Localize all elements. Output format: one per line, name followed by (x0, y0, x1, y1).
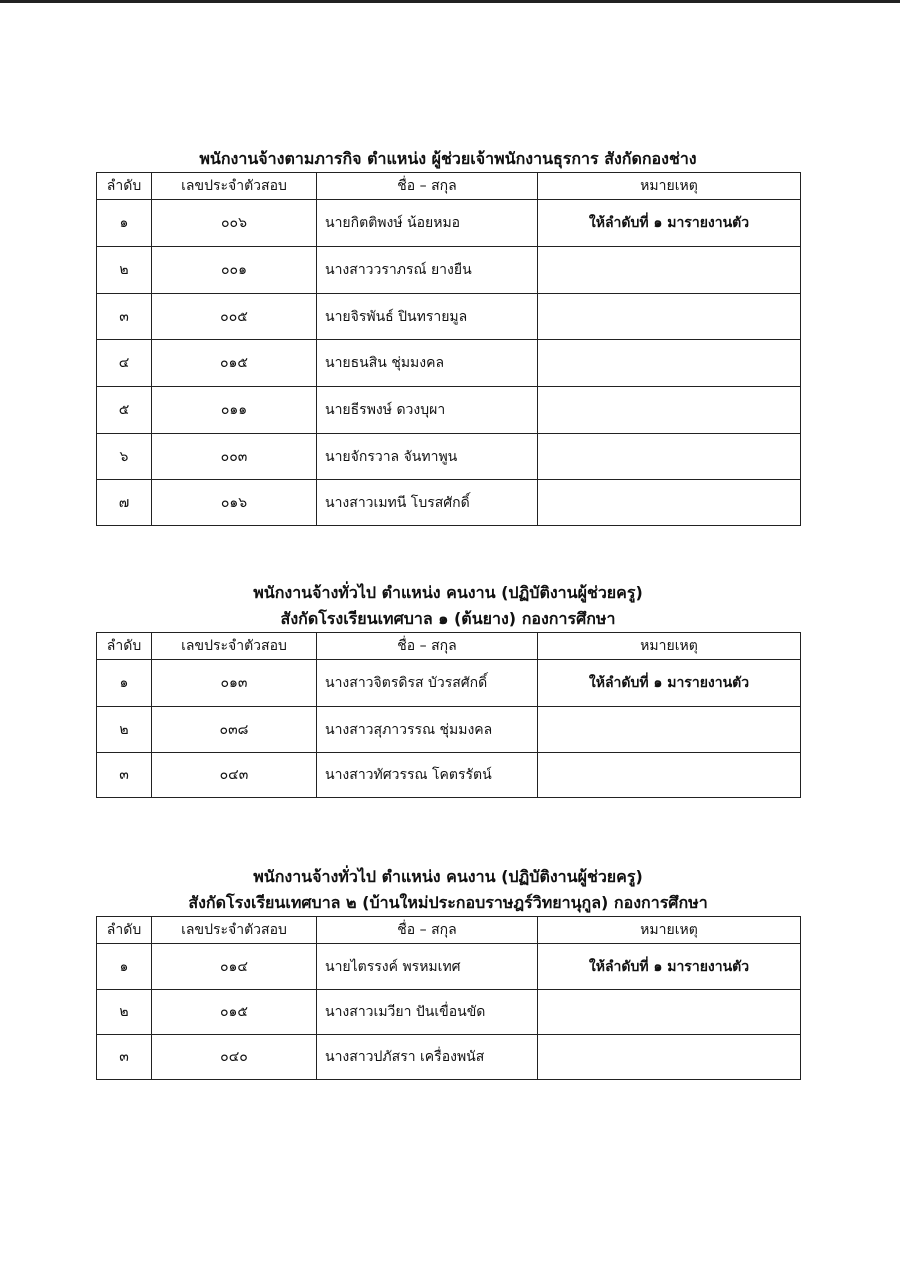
row-exam-id: ๐๑๑ (152, 387, 317, 434)
header-name: ชื่อ – สกุล (317, 633, 538, 660)
header-note: หมายเหตุ (538, 917, 801, 944)
table-row (97, 434, 801, 480)
row-exam-id: ๐๑๕ (152, 340, 317, 387)
header-exam-id: เลขประจำตัวสอบ (152, 173, 317, 200)
row-note (538, 1035, 801, 1080)
row-name: นายไตรรงค์ พรหมเทศ (317, 944, 538, 990)
header-no: ลำดับ (97, 917, 152, 944)
row-name: นายกิตติพงษ์ น้อยหมอ (317, 200, 538, 247)
row-exam-id: ๐๐๖ (152, 200, 317, 247)
row-name: นางสาวจิตรดิรส บัวรสศักดิ์ (317, 660, 538, 707)
row-no: ๒ (97, 707, 152, 753)
section-1 (96, 146, 800, 526)
section-2 (96, 580, 800, 798)
row-no: ๕ (97, 387, 152, 434)
row-exam-id: ๐๑๔ (152, 944, 317, 990)
row-no: ๑ (97, 660, 152, 707)
row-note (538, 753, 801, 798)
section-2-title-line-2: สังกัดโรงเรียนเทศบาล ๑ (ต้นยาง) กองการศึกษา (280, 609, 616, 628)
row-name: นายธีรพงษ์ ดวงบุผา (317, 387, 538, 434)
row-name: นางสาวปภัสรา เครื่องพนัส (317, 1035, 538, 1080)
table-row (97, 340, 801, 387)
row-note (538, 480, 801, 526)
header-note: หมายเหตุ (538, 173, 801, 200)
table-row (97, 944, 801, 990)
row-exam-id: ๐๐๑ (152, 247, 317, 294)
row-exam-id: ๐๓๘ (152, 707, 317, 753)
table-row (97, 200, 801, 247)
section-3-title-line-1: พนักงานจ้างทั่วไป ตำแหน่ง คนงาน (ปฏิบัติงานผู้ช่วยครู) (253, 867, 643, 886)
row-name: นางสาววราภรณ์ ยางยืน (317, 247, 538, 294)
row-note (538, 387, 801, 434)
table-row (97, 660, 801, 707)
row-no: ๗ (97, 480, 152, 526)
row-no: ๔ (97, 340, 152, 387)
top-border-line (0, 0, 900, 3)
row-no: ๒ (97, 990, 152, 1035)
table-row (97, 990, 801, 1035)
section-1-title: พนักงานจ้างตามภารกิจ ตำแหน่ง ผู้ช่วยเจ้าพนักงานธุรการ สังกัดกองช่าง (199, 149, 697, 168)
row-note (538, 294, 801, 340)
header-exam-id: เลขประจำตัวสอบ (152, 633, 317, 660)
row-exam-id: ๐๑๓ (152, 660, 317, 707)
row-no: ๒ (97, 247, 152, 294)
row-no: ๖ (97, 434, 152, 480)
table-row (97, 707, 801, 753)
table-row (97, 294, 801, 340)
row-note (538, 434, 801, 480)
row-exam-id: ๐๑๕ (152, 990, 317, 1035)
row-exam-id: ๐๐๕ (152, 294, 317, 340)
row-note (538, 247, 801, 294)
table-row (97, 387, 801, 434)
section-3 (96, 864, 800, 1080)
table-header-row (97, 173, 801, 200)
row-name: นางสาวเมวียา ปันเขื่อนขัด (317, 990, 538, 1035)
row-name: นายจิรพันธ์ ปินทรายมูล (317, 294, 538, 340)
row-note (538, 340, 801, 387)
row-note (538, 990, 801, 1035)
row-no: ๓ (97, 753, 152, 798)
row-name: นางสาวเมทนี โบรสศักดิ์ (317, 480, 538, 526)
table-row (97, 247, 801, 294)
row-no: ๓ (97, 1035, 152, 1080)
header-name: ชื่อ – สกุล (317, 917, 538, 944)
row-note (538, 707, 801, 753)
section-2-title-line-1: พนักงานจ้างทั่วไป ตำแหน่ง คนงาน (ปฏิบัติงานผู้ช่วยครู) (253, 583, 643, 602)
row-no: ๓ (97, 294, 152, 340)
header-no: ลำดับ (97, 173, 152, 200)
section-1-table (96, 172, 801, 526)
table-header-row (97, 633, 801, 660)
row-no: ๑ (97, 944, 152, 990)
row-name: นางสาวสุภาวรรณ ชุ่มมงคล (317, 707, 538, 753)
row-exam-id: ๐๔๐ (152, 1035, 317, 1080)
table-row (97, 753, 801, 798)
row-note: ให้ลำดับที่ ๑ มารายงานตัว (538, 200, 801, 247)
header-no: ลำดับ (97, 633, 152, 660)
row-name: นางสาวทัศวรรณ โคตรรัตน์ (317, 753, 538, 798)
header-note: หมายเหตุ (538, 633, 801, 660)
row-name: นายธนสิน ชุ่มมงคล (317, 340, 538, 387)
table-row (97, 1035, 801, 1080)
table-row (97, 480, 801, 526)
section-2-table (96, 632, 801, 798)
header-exam-id: เลขประจำตัวสอบ (152, 917, 317, 944)
section-3-title-line-2: สังกัดโรงเรียนเทศบาล ๒ (บ้านใหม่ประกอบราษฎร์วิทยานุกูล) กองการศึกษา (188, 893, 708, 912)
row-exam-id: ๐๐๓ (152, 434, 317, 480)
row-note: ให้ลำดับที่ ๑ มารายงานตัว (538, 660, 801, 707)
header-name: ชื่อ – สกุล (317, 173, 538, 200)
section-3-table (96, 916, 801, 1080)
row-exam-id: ๐๔๓ (152, 753, 317, 798)
row-exam-id: ๐๑๖ (152, 480, 317, 526)
row-no: ๑ (97, 200, 152, 247)
row-name: นายจักรวาล จันทาพูน (317, 434, 538, 480)
row-note: ให้ลำดับที่ ๑ มารายงานตัว (538, 944, 801, 990)
table-header-row (97, 917, 801, 944)
